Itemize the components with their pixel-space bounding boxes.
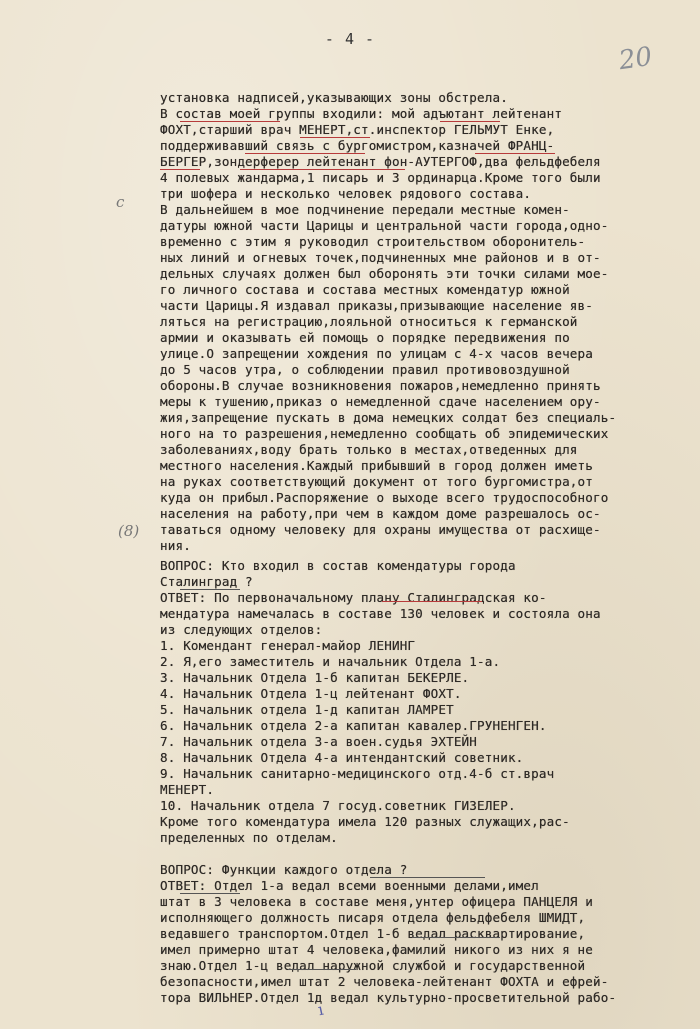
text-line: три шофера и несколько человек рядового состава. [160, 186, 532, 201]
dark-underline [370, 877, 485, 878]
text-line: таваться одному человеку для охраны имущества от расхище- [160, 522, 601, 537]
text-line: исполняющего должность писаря отдела фельдфебеля ШМИДТ, [160, 910, 586, 925]
text-line: ния. [160, 538, 191, 553]
list-item: 7. Начальник отдела 3-а воен.судья ЭХТЕЙН [160, 734, 478, 749]
text-line: безопасности,имел штат 2 человека-лейтенант ФОХТА и ефрей- [160, 974, 609, 989]
text-line: В дальнейшем в мое подчинение передали местные комен- [160, 202, 570, 217]
text-line: тора ВИЛЬНЕР.Отдел 1д ведал культурно-просветительной рабо- [160, 990, 617, 1005]
text-line: установка надписей,указывающих зоны обстрела. [160, 90, 508, 105]
text-line: части Царицы.Я издавал приказы,призывающие население яв- [160, 298, 593, 313]
question-line: ВОПРОС: Функции каждого отдела ? [160, 862, 408, 877]
text-line: ных линий и огневых точек,подчиненных мне районов и в от- [160, 250, 601, 265]
text-line: Кроме того комендатура имела 120 разных служащих,рас- [160, 814, 570, 829]
text-line: армии и оказывать ей помощь о порядке передвижения по [160, 330, 570, 345]
margin-mark: c [116, 193, 125, 211]
red-underline [245, 153, 365, 154]
text-line: населения на работу,при чем в каждом доме разрешалось ос- [160, 506, 601, 521]
text-line: имел примерно штат 4 человека,фамилий никого из них я не [160, 942, 593, 957]
list-item: 2. Я,его заместитель и начальник Отдела 1-а. [160, 654, 501, 669]
text-line: заболеваниях,воду брать только в местах,отведенных для [160, 442, 578, 457]
text-line: обороны.В случае возникновения пожаров,немедленно принять [160, 378, 601, 393]
answer-line: ОТВЕТ: Отдел 1-а ведал всеми военными делами,имел [160, 878, 539, 893]
list-item: МЕНЕРТ. [160, 782, 215, 797]
list-item: 6. Начальник отдела 2-а капитан кавалер.ГРУНЕНГЕН. [160, 718, 547, 733]
text-line: ведавшего транспортом.Отдел 1-б ведал расквартирование, [160, 926, 586, 941]
text-line: меры к тушению,приказ о немедленной сдаче населением ору- [160, 394, 601, 409]
question-line: ВОПРОС: Кто входил в состав комендатуры города [160, 558, 516, 573]
red-underline [160, 169, 200, 170]
archive-page-number: 20 [616, 41, 654, 77]
red-underline [300, 137, 370, 138]
list-item: 3. Начальник Отдела 1-б капитан БЕКЕРЛЕ. [160, 670, 470, 685]
dark-underline [412, 937, 500, 938]
list-item: 8. Начальник Отдела 4-а интендантский советник. [160, 750, 524, 765]
text-line: на руках соответствующий документ от того бургомистра,от [160, 474, 593, 489]
answer-line: ОТВЕТ: По первоначальному плану Сталинградская ко- [160, 590, 547, 605]
dark-underline [288, 969, 356, 970]
list-item: 5. Начальник отдела 1-д капитан ЛАМРЕТ [160, 702, 454, 717]
dark-underline [180, 893, 240, 894]
red-underline [475, 153, 555, 154]
text-line: БЕРГЕР,зондерферер лейтенант фон-АУТЕРГОФ,два фельдфебеля [160, 154, 601, 169]
red-underline [240, 169, 405, 170]
text-line: местного населения.Каждый прибывший в город должен иметь [160, 458, 593, 473]
text-line: улице.О запрещении хождения по улицам с 4-х часов вечера [160, 346, 593, 361]
text-line: ляться на регистрацию,лояльной относиться к германской [160, 314, 578, 329]
text-line: Сталинград ? [160, 574, 253, 589]
page-number: - 4 - [324, 30, 376, 48]
red-underline [440, 121, 500, 122]
list-item: 1. Комендант генерал-майор ЛЕНИНГ [160, 638, 416, 653]
text-line: поддерживавший связь с бургомистром,казначей ФРАНЦ- [160, 138, 555, 153]
text-line: 4 полевых жандарма,1 писарь и 3 ординарца.Кроме того были [160, 170, 601, 185]
list-item: 4. Начальник Отдела 1-ц лейтенант ФОХТ. [160, 686, 462, 701]
text-line: ФОХТ,старший врач МЕНЕРТ,ст.инспектор ГЕЛЬМУТ Енке, [160, 122, 555, 137]
red-underline [180, 121, 280, 122]
list-item: 9. Начальник санитарно-медицинского отд.4-б ст.врач [160, 766, 555, 781]
text-line: из следующих отделов: [160, 622, 323, 637]
text-line: мендатура намечалась в составе 130 человек и состояла она [160, 606, 601, 621]
margin-question-number: (8) [118, 522, 140, 540]
pencil-mark: ı [316, 999, 326, 1020]
text-line: куда он прибыл.Распоряжение о выходе всего трудоспособного [160, 490, 609, 505]
text-line: дельных случаях должен был оборонять эти точки силами мое- [160, 266, 609, 281]
text-line: пределенных по отделам. [160, 830, 338, 845]
red-underline [382, 601, 482, 602]
text-line: В состав моей группы входили: мой адъютант лейтенант [160, 106, 563, 121]
text-line: до 5 часов утра, о соблюдении правил противовоздушной [160, 362, 570, 377]
text-line: штат в 3 человека в составе меня,унтер офицера ПАНЦЕЛЯ и [160, 894, 593, 909]
text-line: знаю.Отдел 1-ц ведал наружной службой и государственной [160, 958, 586, 973]
text-line: ного на то разрешения,немедленно сообщать об эпидемических [160, 426, 609, 441]
text-line: временно с этим я руководил строительством оборонитель- [160, 234, 586, 249]
list-item: 10. Начальник отдела 7 госуд.советник ГИЗЕЛЕР. [160, 798, 516, 813]
text-line: датуры южной части Царицы и центральной части города,одно- [160, 218, 609, 233]
text-line: жия,запрещение пускать в дома немецких солдат без специаль- [160, 410, 617, 425]
dark-underline [180, 589, 240, 590]
text-line: го личного состава и состава местных комендатур южной [160, 282, 570, 297]
